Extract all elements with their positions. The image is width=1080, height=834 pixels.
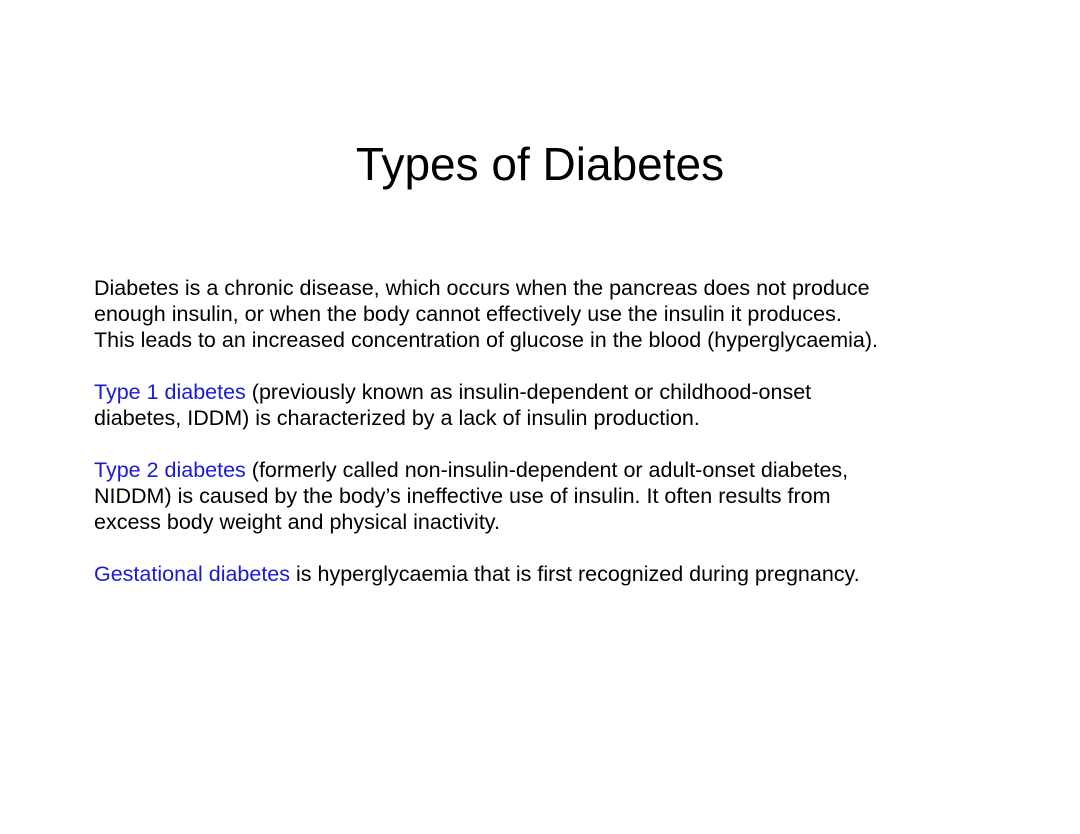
type2-line-2: NIDDM) is caused by the body’s ineffective use of insulin. It often results from (94, 484, 831, 508)
type2-term: Type 2 diabetes (94, 458, 246, 482)
intro-line-2: enough insulin, or when the body cannot effectively use the insulin it produces. (94, 302, 842, 326)
type2-line-1-rest: (formerly called non-insulin-dependent or adult-onset diabetes, (245, 458, 849, 482)
type1-line-1-rest: (previously known as insulin-dependent or childhood-onset (245, 380, 812, 404)
gestational-term: Gestational diabetes (94, 562, 291, 586)
type1-line-2: diabetes, IDDM) is characterized by a lack of insulin production. (94, 406, 700, 430)
slide-title: Types of Diabetes (355, 138, 725, 190)
gestational-paragraph (94, 561, 1054, 587)
gestational-line-1-rest: is hyperglycaemia that is first recognized during pregnancy. (290, 562, 860, 586)
intro-line-1: Diabetes is a chronic disease, which occurs when the pancreas does not produce (94, 276, 870, 300)
intro-line-3: This leads to an increased concentration of glucose in the blood (hyperglycaemia). (94, 328, 879, 352)
type1-term: Type 1 diabetes (94, 380, 246, 404)
intro-paragraph (94, 275, 1054, 353)
slide-body (94, 275, 1054, 613)
type2-line-3: excess body weight and physical inactivity. (94, 510, 500, 534)
type1-paragraph (94, 379, 1054, 431)
type2-line-1 (94, 457, 1054, 483)
type1-line-1 (94, 379, 1054, 405)
gestational-line-1 (94, 561, 1054, 587)
type2-paragraph (94, 457, 1054, 535)
